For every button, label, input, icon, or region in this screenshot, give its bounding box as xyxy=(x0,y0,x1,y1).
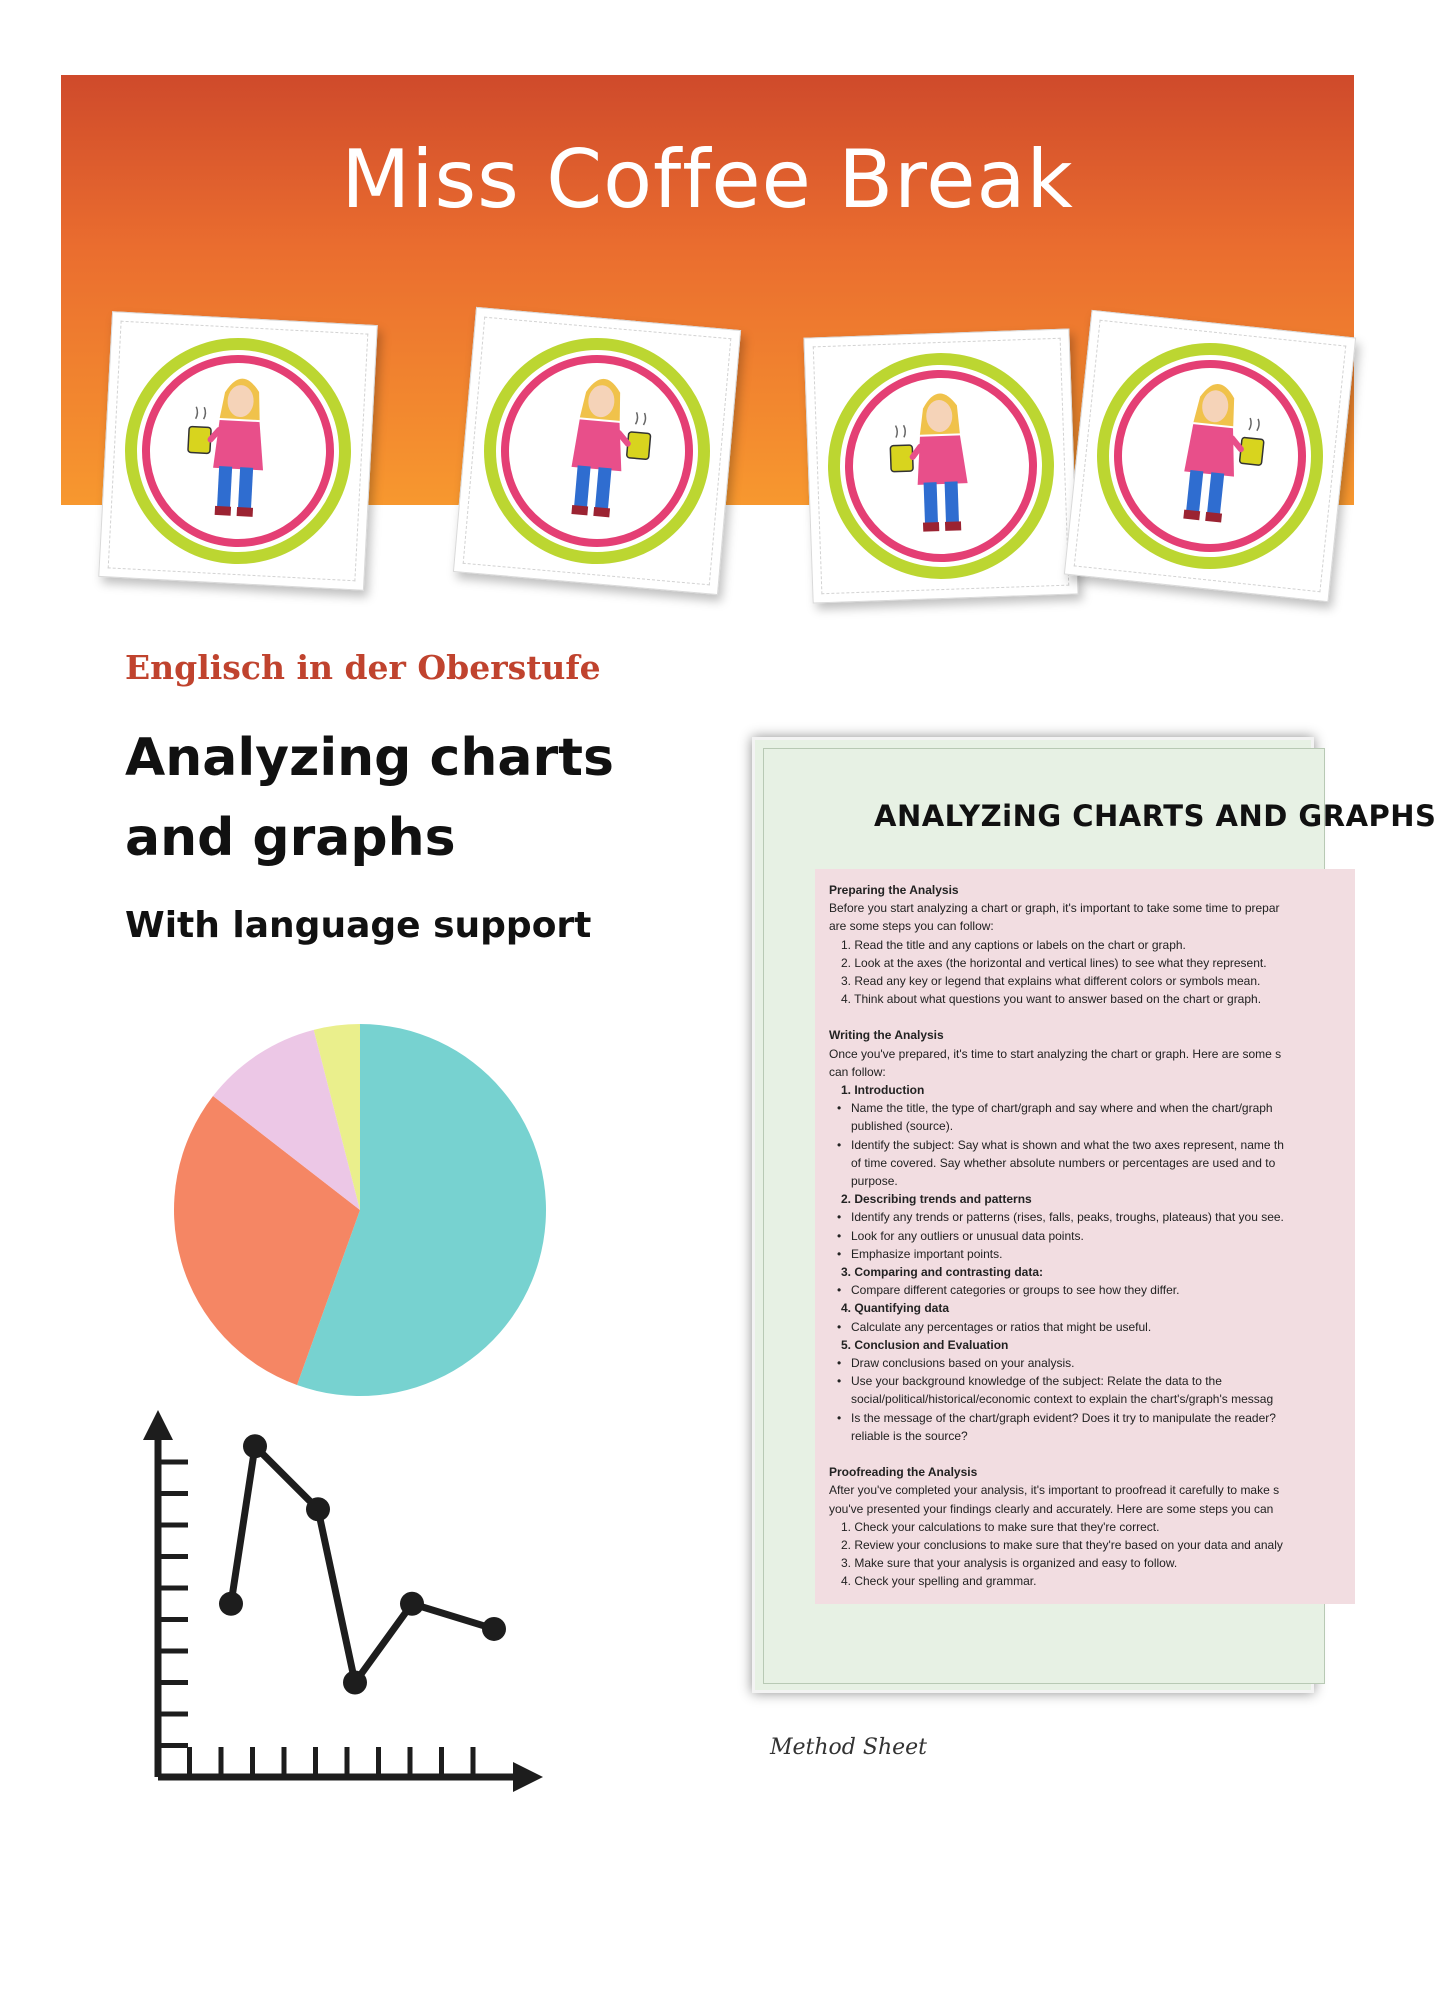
brand-title: Miss Coffee Break xyxy=(341,133,1074,226)
language-support-label: With language support xyxy=(125,905,592,946)
sheet-numbered-item: 1. Introduction xyxy=(841,1083,925,1098)
sheet-numbered-item: 5. Conclusion and Evaluation xyxy=(841,1337,1009,1352)
section-gap xyxy=(829,1008,1355,1026)
sheet-text-line: Before you start analyzing a chart or graph, it's important to take some time to prepar xyxy=(829,901,1280,916)
sheet-numbered-item: 3. Read any key or legend that explains what different colors or symbols mean. xyxy=(841,974,1261,989)
sheet-bullet-item: • Name the title, the type of chart/graph and say where and when the chart/graph xyxy=(829,1099,1355,1117)
avatar-sticker xyxy=(453,307,741,595)
sheet-numbered-item: 4. Think about what questions you want to answer based on the chart or graph. xyxy=(841,992,1262,1007)
section-gap xyxy=(829,1445,1355,1463)
sheet-text-line: reliable is the source? xyxy=(851,1428,968,1443)
sheet-text-line: Once you've prepared, it's time to start analyzing the chart or graph. Here are some s xyxy=(829,1046,1282,1061)
sheet-bullet-item: • Use your background knowledge of the subject: Relate the data to the xyxy=(829,1372,1355,1390)
sheet-bullet-item: • Is the message of the chart/graph evident? Does it try to manipulate the reader? xyxy=(829,1409,1355,1427)
sheet-bullet-item: • Calculate any percentages or ratios that might be useful. xyxy=(829,1318,1355,1336)
sheet-numbered-item: 4. Quantifying data xyxy=(841,1301,950,1316)
sheet-section-heading: Writing the Analysis xyxy=(829,1028,944,1043)
sheet-text-line: After you've completed your analysis, it's important to proofread it carefully to make s xyxy=(829,1483,1280,1498)
sheet-numbered-item: 1. Check your calculations to make sure that they're correct. xyxy=(841,1519,1160,1534)
sheet-bullet-item: • Look for any outliers or unusual data points. xyxy=(829,1227,1355,1245)
sheet-bullet-item: • Identify any trends or patterns (rises, falls, peaks, troughs, plateaus) that you see. xyxy=(829,1208,1355,1226)
method-sheet-page xyxy=(763,748,1436,1684)
sheet-text-line: social/political/historical/economic context to explain the chart's/graph's messag xyxy=(851,1392,1274,1407)
page-title xyxy=(125,718,685,878)
graph-point xyxy=(306,1497,330,1521)
sheet-text-line: you've presented your findings clearly and accurately. Here are some steps you can xyxy=(829,1501,1274,1516)
avatar-sticker xyxy=(98,311,378,591)
coffee-girl-avatar-icon xyxy=(467,321,727,581)
decorative-pie-chart xyxy=(170,1020,550,1400)
method-sheet-preview xyxy=(752,737,1436,1693)
y-axis-arrow xyxy=(143,1410,173,1440)
sheet-bullet-item: • Emphasize important points. xyxy=(829,1245,1355,1263)
avatar-sticker xyxy=(1064,310,1356,602)
sheet-numbered-item: 2. Look at the axes (the horizontal and vertical lines) to see what they represent. xyxy=(841,955,1267,970)
x-axis-arrow xyxy=(513,1762,543,1792)
course-subtitle: Englisch in der Oberstufe xyxy=(125,648,601,687)
sheet-numbered-item: 1. Read the title and any captions or labels on the chart or graph. xyxy=(841,937,1186,952)
sheet-numbered-item: 4. Check your spelling and grammar. xyxy=(841,1574,1037,1589)
sheet-numbered-item: 2. Review your conclusions to make sure that they're based on your data and analy xyxy=(841,1537,1283,1552)
sheet-section-heading: Proofreading the Analysis xyxy=(829,1465,978,1480)
sheet-text-line: purpose. xyxy=(851,1174,898,1189)
graph-line xyxy=(231,1446,494,1682)
sheet-numbered-item: 3. Comparing and contrasting data: xyxy=(841,1265,1044,1280)
method-sheet-content xyxy=(815,869,1355,1604)
sheet-bullet-item: • Compare different categories or groups to see how they differ. xyxy=(829,1281,1355,1299)
sheet-text-line: published (source). xyxy=(851,1119,954,1134)
graph-point xyxy=(343,1671,367,1695)
sheet-section-heading: Preparing the Analysis xyxy=(829,883,959,897)
method-sheet-title: ANALYZiNG CHARTS AND GRAPHS xyxy=(874,799,1436,833)
sheet-numbered-item: 3. Make sure that your analysis is organized and easy to follow. xyxy=(841,1556,1178,1571)
coffee-girl-avatar-icon xyxy=(817,342,1065,590)
graph-point xyxy=(243,1434,267,1458)
coffee-girl-avatar-icon xyxy=(1078,324,1342,588)
graph-point xyxy=(482,1617,506,1641)
decorative-line-graph xyxy=(140,1395,570,1815)
page-title-line-2: and graphs xyxy=(125,808,456,868)
sheet-text-line: of time covered. Say whether absolute numbers or percentages are used and to xyxy=(851,1155,1276,1170)
coffee-girl-avatar-icon xyxy=(112,325,364,577)
sheet-bullet-item: • Identify the subject: Say what is shown and what the two axes represent, name th xyxy=(829,1136,1355,1154)
avatar-sticker xyxy=(803,328,1078,603)
method-sheet-caption: Method Sheet xyxy=(770,1735,927,1760)
sheet-text-line: are some steps you can follow: xyxy=(829,919,994,934)
graph-point xyxy=(400,1592,424,1616)
sheet-numbered-item: 2. Describing trends and patterns xyxy=(841,1192,1032,1207)
graph-point xyxy=(219,1592,243,1616)
page-title-line-1: Analyzing charts xyxy=(125,728,614,788)
sheet-bullet-item: • Draw conclusions based on your analysis. xyxy=(829,1354,1355,1372)
sheet-text-line: can follow: xyxy=(829,1064,886,1079)
